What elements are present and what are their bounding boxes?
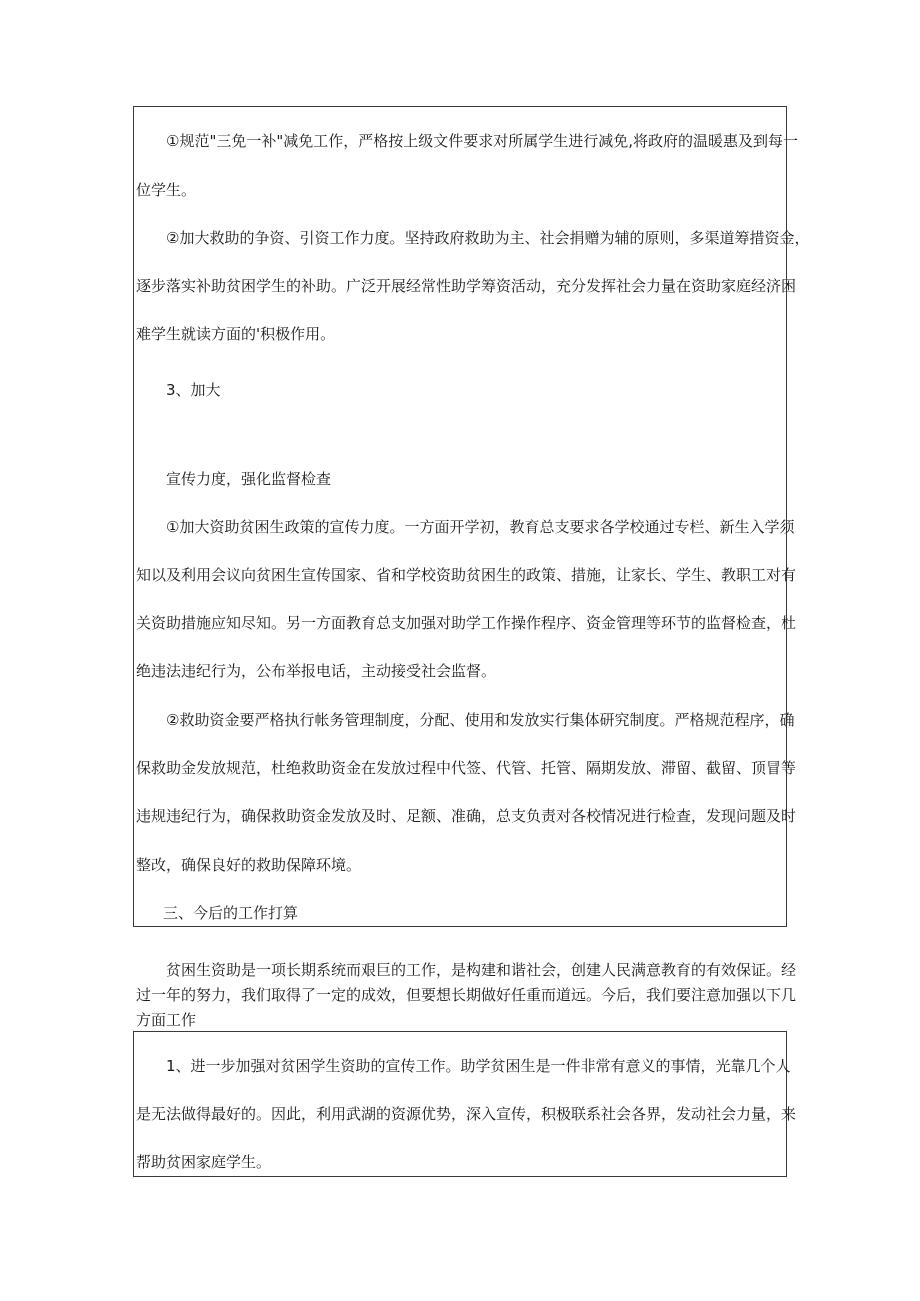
intro-line-1: 贫困生资助是一项长期系统而艰巨的工作，是构建和谐社会，创建人民满意教育的有效保证。经	[166, 961, 797, 979]
item4-line-2: 保救助金发放规范，杜绝救助资金在发放过程中代签、代管、托管、隔期发放、滞留、截留、顶冒等	[136, 759, 797, 777]
item3-line-2: 知以及利用会议向贫困生宣传国家、省和学校资助贫困生的政策、措施，让家长、学生、教职工对有	[136, 566, 797, 584]
item4-line-4: 整改，确保良好的救助保障环境。	[136, 856, 362, 874]
item3-line-1: ①加大资助贫困生政策的宣传力度。一方面开学初，教育总支要求各学校通过专栏、新生入学须	[166, 518, 795, 536]
item4-line-1: ②救助资金要严格执行帐务管理制度，分配、使用和发放实行集体研究制度。严格规范程序，确	[166, 711, 795, 729]
item3-line-4: 绝违法违纪行为，公布举报电话，主动接受社会监督。	[136, 662, 497, 680]
heading-3-continued: 宣传力度，强化监督检查	[166, 470, 332, 488]
plan-item1-line-3: 帮助贫困家庭学生。	[136, 1153, 272, 1171]
intro-line-2: 过一年的努力，我们取得了一定的成效，但要想长期做好任重而道远。今后，我们要注意加强以下几	[136, 986, 797, 1004]
item2-line-2: 逐步落实补助贫困学生的补助。广泛开展经常性助学筹资活动，充分发挥社会力量在资助家庭经济困	[136, 277, 797, 295]
item1-line-1: ①规范"三免一补"减免工作，严格按上级文件要求对所属学生进行减免,将政府的温暖惠及到每一	[166, 132, 799, 150]
heading-3: 3、加大	[166, 381, 221, 399]
item4-line-3: 违规违纪行为，确保救助资金发放及时、足额、准确，总支负责对各校情况进行检查，发现问题及时	[136, 807, 797, 825]
plan-item1-line-1: 1、进一步加强对贫困学生资助的宣传工作。助学贫困生是一件非常有意义的事情，光靠几个人	[166, 1057, 791, 1075]
item3-line-3: 关资助措施应知尽知。另一方面教育总支加强对助学工作操作程序、资金管理等环节的监督检查，杜	[136, 614, 797, 632]
item1-line-2: 位学生。	[136, 181, 197, 199]
item2-line-1: ②加大救助的争资、引资工作力度。坚持政府救助为主、社会捐赠为辅的原则，多渠道筹措资金，	[166, 229, 810, 247]
section-three-heading: 三、今后的工作打算	[163, 904, 299, 922]
intro-line-3: 方面工作	[136, 1011, 197, 1029]
plan-item1-line-2: 是无法做得最好的。因此，利用武湖的资源优势，深入宣传，积极联系社会各界，发动社会力量，来	[136, 1105, 797, 1123]
item2-line-3: 难学生就读方面的'积极作用。	[136, 325, 336, 343]
